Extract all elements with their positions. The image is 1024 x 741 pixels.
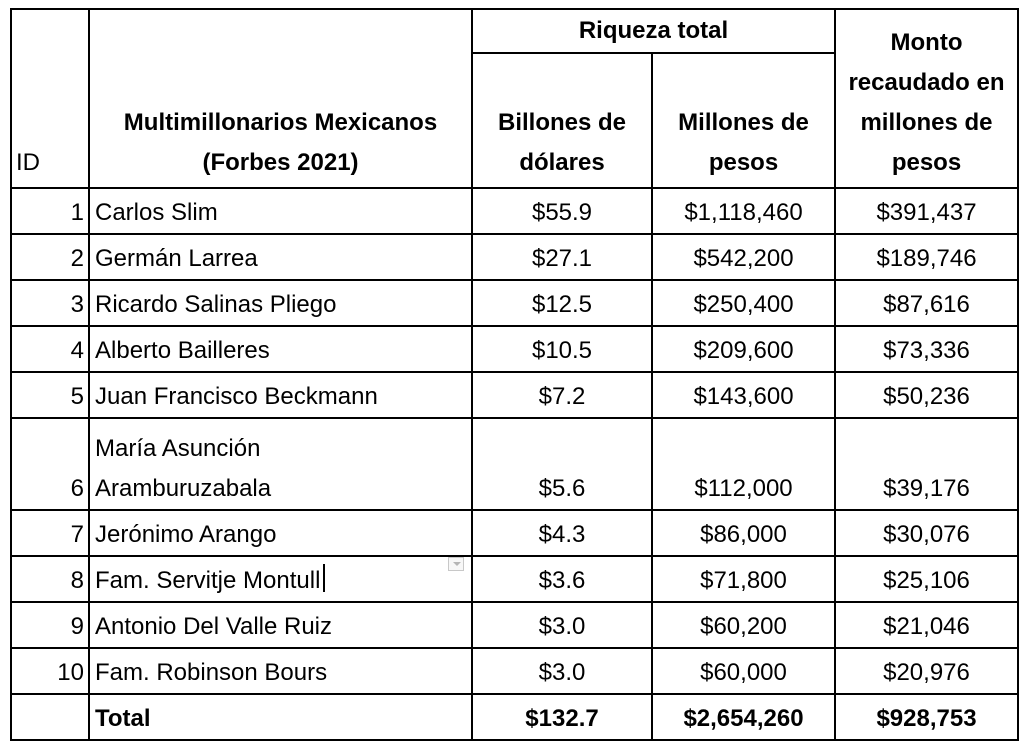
header-monto-line1: Monto (890, 29, 963, 56)
header-billones-line2: dólares (519, 149, 605, 176)
header-riqueza-total-cell[interactable] (472, 9, 835, 53)
text-cursor (323, 564, 325, 592)
id-cell[interactable]: 4 (11, 326, 89, 372)
header-id: ID (16, 149, 40, 176)
id-cell[interactable]: 7 (11, 510, 89, 556)
usd-cell[interactable]: $3.0 (472, 602, 652, 648)
name-line1: María Asunción (95, 435, 261, 462)
name-cell[interactable]: Germán Larrea (89, 234, 472, 280)
total-usd-cell[interactable]: $132.7 (472, 694, 652, 740)
total-id-cell[interactable] (11, 694, 89, 740)
mxn-cell[interactable]: $1,118,460 (652, 188, 835, 234)
table-row (11, 648, 1018, 694)
table-row (11, 418, 1018, 510)
mxn-cell[interactable]: $60,200 (652, 602, 835, 648)
usd-cell[interactable]: $12.5 (472, 280, 652, 326)
usd-cell[interactable]: $5.6 (472, 418, 652, 510)
header-millones-cell[interactable] (652, 53, 835, 188)
usd-cell[interactable]: $3.0 (472, 648, 652, 694)
name-cell[interactable]: Juan Francisco Beckmann (89, 372, 472, 418)
id-cell[interactable]: 10 (11, 648, 89, 694)
total-label-cell[interactable]: Total (89, 694, 472, 740)
header-millones-line2: pesos (708, 149, 779, 176)
id-cell[interactable]: 6 (11, 418, 89, 510)
header-monto-line3: millones de (860, 109, 993, 136)
id-cell[interactable]: 1 (11, 188, 89, 234)
header-name-cell[interactable] (89, 9, 472, 188)
usd-cell[interactable]: $7.2 (472, 372, 652, 418)
monto-cell[interactable]: $39,176 (835, 418, 1018, 510)
mxn-cell[interactable]: $250,400 (652, 280, 835, 326)
usd-cell[interactable]: $27.1 (472, 234, 652, 280)
autocomplete-dropdown-icon[interactable] (448, 557, 464, 571)
usd-cell[interactable]: $10.5 (472, 326, 652, 372)
header-millones-line1: Millones de (678, 109, 809, 136)
table-row (11, 188, 1018, 234)
monto-cell[interactable]: $189,746 (835, 234, 1018, 280)
header-name-line2: (Forbes 2021) (202, 149, 359, 176)
name-cell[interactable]: Carlos Slim (89, 188, 472, 234)
table-row (11, 602, 1018, 648)
name-cell-text: Fam. Servitje Montull (95, 567, 321, 594)
header-monto-cell[interactable] (835, 9, 1018, 188)
billionaires-table (10, 8, 1019, 741)
table-row (11, 372, 1018, 418)
usd-cell[interactable]: $3.6 (472, 556, 652, 602)
usd-cell[interactable]: $55.9 (472, 188, 652, 234)
usd-cell[interactable]: $4.3 (472, 510, 652, 556)
header-riqueza-total: Riqueza total (578, 17, 729, 44)
monto-cell[interactable]: $391,437 (835, 188, 1018, 234)
mxn-cell[interactable]: $542,200 (652, 234, 835, 280)
total-monto-cell[interactable]: $928,753 (835, 694, 1018, 740)
id-cell[interactable]: 5 (11, 372, 89, 418)
header-monto-line2: recaudado en (848, 69, 1005, 96)
table-row (11, 234, 1018, 280)
monto-cell[interactable]: $30,076 (835, 510, 1018, 556)
header-name-line1: Multimillonarios Mexicanos (123, 109, 438, 136)
mxn-cell[interactable]: $209,600 (652, 326, 835, 372)
name-cell[interactable] (89, 418, 472, 510)
header-monto-line4: pesos (891, 149, 962, 176)
name-cell[interactable]: Antonio Del Valle Ruiz (89, 602, 472, 648)
mxn-cell[interactable]: $60,000 (652, 648, 835, 694)
header-billones-line1: Billones de (497, 109, 627, 136)
monto-cell[interactable]: $25,106 (835, 556, 1018, 602)
mxn-cell[interactable]: $112,000 (652, 418, 835, 510)
id-cell[interactable]: 8 (11, 556, 89, 602)
total-row (11, 694, 1018, 740)
monto-cell[interactable]: $20,976 (835, 648, 1018, 694)
header-id-cell[interactable] (11, 9, 89, 188)
mxn-cell[interactable]: $143,600 (652, 372, 835, 418)
id-cell[interactable]: 9 (11, 602, 89, 648)
table-row (11, 510, 1018, 556)
name-cell[interactable]: Alberto Bailleres (89, 326, 472, 372)
header-row-1 (11, 9, 1018, 53)
monto-cell[interactable]: $87,616 (835, 280, 1018, 326)
name-cell[interactable]: Ricardo Salinas Pliego (89, 280, 472, 326)
name-cell[interactable]: Jerónimo Arango (89, 510, 472, 556)
table-row (11, 280, 1018, 326)
name-cell[interactable]: Fam. Robinson Bours (89, 648, 472, 694)
name-cell-active[interactable] (89, 556, 472, 602)
monto-cell[interactable]: $21,046 (835, 602, 1018, 648)
monto-cell[interactable]: $73,336 (835, 326, 1018, 372)
monto-cell[interactable]: $50,236 (835, 372, 1018, 418)
id-cell[interactable]: 2 (11, 234, 89, 280)
table-row-active (11, 556, 1018, 602)
mxn-cell[interactable]: $86,000 (652, 510, 835, 556)
mxn-cell[interactable]: $71,800 (652, 556, 835, 602)
header-billones-cell[interactable] (472, 53, 652, 188)
total-mxn-cell[interactable]: $2,654,260 (652, 694, 835, 740)
name-line2: Aramburuzabala (95, 475, 272, 502)
id-cell[interactable]: 3 (11, 280, 89, 326)
table-row (11, 326, 1018, 372)
